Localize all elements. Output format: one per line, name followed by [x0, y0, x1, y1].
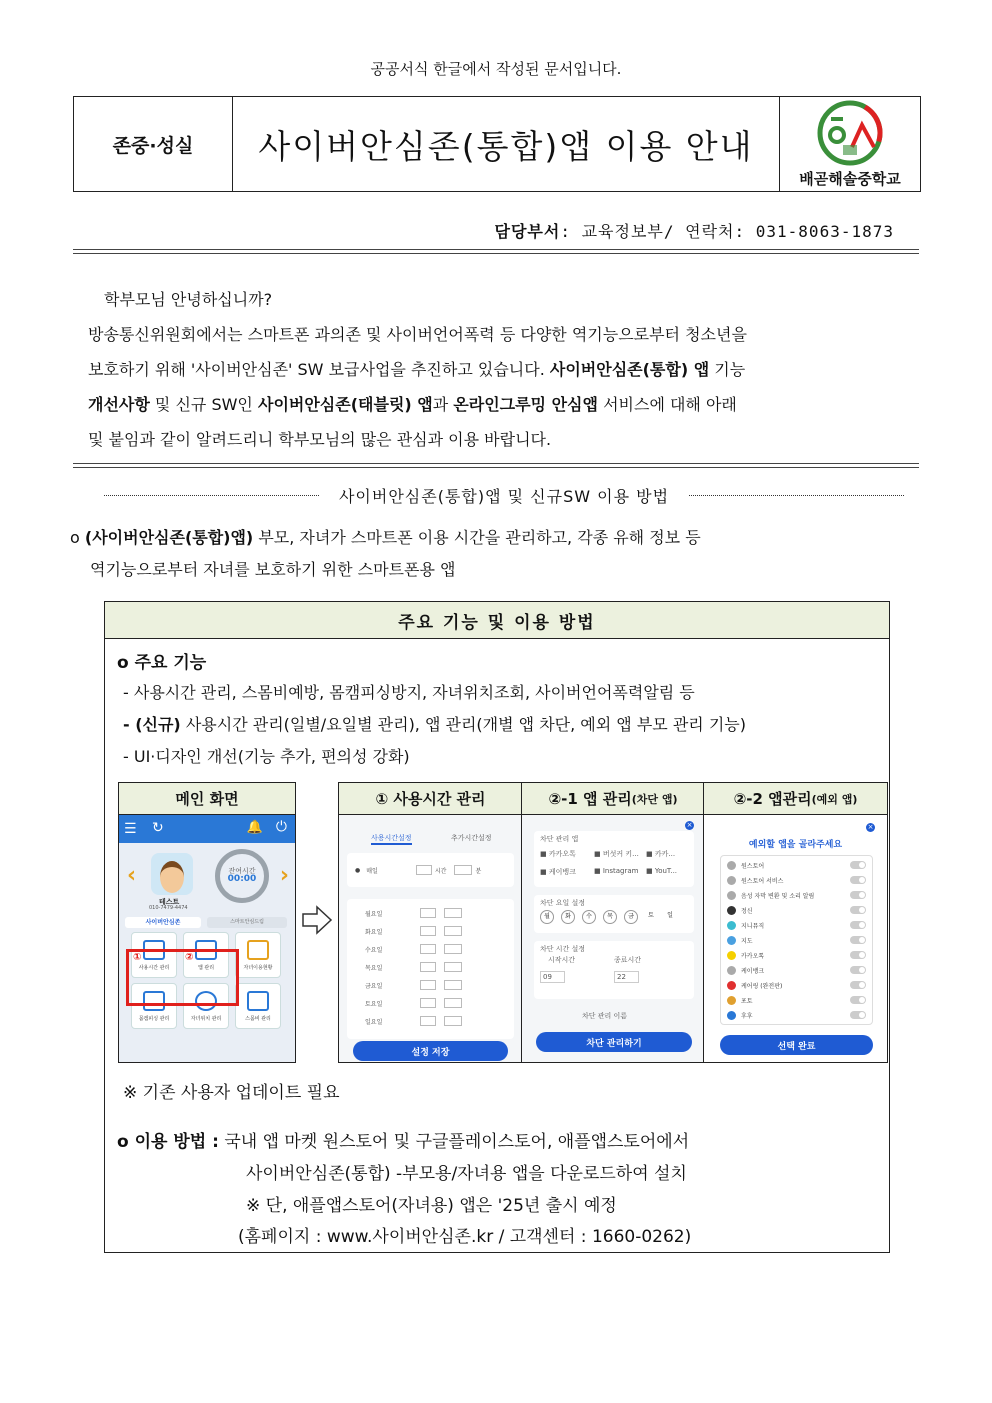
app-row — [727, 965, 866, 975]
app-item: ■ Instagram — [594, 867, 639, 875]
app-row — [727, 875, 866, 885]
tab-extra-time: 추가시간설정 — [451, 834, 492, 842]
day-label: 일요일 — [365, 1018, 383, 1026]
day-chips — [540, 910, 676, 924]
usage-line: ※ 단, 애플앱스토어(자녀용) 앱은 '25년 출시 예정 — [246, 1196, 617, 1216]
app-row — [727, 860, 866, 870]
app-label: 케이뱅크 — [548, 868, 576, 876]
toggle-switch — [850, 861, 866, 869]
day-chip: 토 — [648, 912, 654, 919]
app-item: ■ 버섯커 키... — [594, 850, 639, 858]
letter-line — [88, 317, 908, 352]
app-label: 케어링 (완전판) — [741, 982, 783, 990]
app-name: (사이버안심존(통합)앱) — [84, 528, 254, 547]
intro-paragraph — [70, 522, 930, 586]
update-note: ※ 기존 사용자 업데이트 필요 — [123, 1083, 340, 1103]
day-chip: 월 — [540, 910, 554, 924]
dept-value: : 교육정보부/ 연락처: 031-8063-1873 — [560, 222, 894, 241]
daily-label: 매일 — [366, 867, 378, 875]
weekday-card — [347, 899, 514, 1039]
dotted-rule — [104, 495, 319, 496]
header-sub: (예외 앱) — [811, 792, 858, 806]
greeting: 학부모님 안녕하십니까? — [104, 290, 273, 309]
app-label: 포토 — [741, 997, 753, 1005]
department-info — [495, 219, 895, 242]
mark-2: ② — [185, 952, 194, 963]
tile-label: 사용시간 관리 — [138, 965, 170, 971]
tile-label: 스몸비 관리 — [245, 1016, 271, 1022]
app-label: 카카오톡 — [741, 952, 765, 960]
text: 과 — [432, 395, 454, 414]
text: 사용시간 관리(일별/요일별 관리), 앱 관리(개별 앱 차단, 예외 앱 부모 관리 기능) — [180, 715, 746, 734]
daily-row: ● 매일 시간 분 — [355, 866, 482, 875]
block-apps-card — [534, 831, 694, 887]
app-item: ■ 카카오톡 — [540, 850, 576, 858]
app-label: 원스토어 — [741, 862, 765, 870]
tile-label: 자녀이용현황 — [243, 965, 273, 971]
tile-label: 자녀위치 관리 — [190, 1016, 222, 1022]
column-header — [522, 783, 704, 815]
notice-text: 공공서식 한글에서 작성된 문서입니다. — [370, 60, 622, 78]
dotted-rule — [689, 495, 904, 496]
unit: 분 — [475, 867, 482, 875]
phone-exception-screenshot — [704, 815, 887, 1062]
chevron-right-icon: › — [279, 863, 289, 888]
contact-line: (홈페이지 : www.사이버안심존.kr / 고객센터 : 1660-0262) — [238, 1227, 692, 1247]
app-label: 음성 자막 변환 및 소리 알림 — [741, 892, 815, 900]
section-heading — [104, 484, 904, 507]
app-label: 원스토어 서비스 — [741, 877, 784, 885]
document-header — [73, 96, 921, 192]
text: 보호하기 위해 '사이버안심존' SW 보급사업을 추진하고 있습니다. — [88, 360, 550, 379]
bullet: o — [70, 528, 80, 547]
feature-line: - UI·디자인 개선(기능 추가, 편의성 강화) — [123, 747, 410, 766]
dept-label: 담당부서 — [494, 222, 561, 241]
exception-title: 예외할 앱을 골라주세요 — [748, 840, 843, 850]
brand-tab: 스마트안심드림 — [207, 917, 287, 928]
end-label: 종료시간 — [614, 956, 642, 964]
text: 역기능으로부터 자녀를 보호하기 위한 스마트폰용 앱 — [90, 560, 456, 579]
day-row — [365, 925, 504, 937]
arrow-right-icon — [301, 905, 333, 935]
text: 기능 — [709, 360, 746, 379]
app-item: ■ YouT... — [646, 867, 678, 875]
app-row — [727, 995, 866, 1005]
block-days-card — [534, 895, 694, 933]
app-label: YouT... — [654, 867, 678, 875]
app-row — [727, 950, 866, 960]
text: 및 신규 SW인 — [149, 395, 258, 414]
day-label: 토요일 — [365, 1000, 383, 1008]
app-row — [727, 905, 866, 915]
bell-icon: 🔔 — [246, 820, 263, 835]
text: 서비스에 대해 아래 — [597, 395, 737, 414]
block-note: 차단 관리 이름 — [582, 1012, 628, 1020]
app-row — [727, 980, 866, 990]
toggle-switch — [850, 876, 866, 884]
day-row — [365, 1015, 504, 1027]
app-label: Instagram — [602, 867, 639, 875]
toggle-switch — [850, 996, 866, 1004]
school-emblem-icon — [780, 97, 920, 169]
toggle-switch — [850, 981, 866, 989]
app-label: 케이뱅크 — [741, 967, 765, 975]
text: 방송통신위원회에서는 스마트폰 과의존 및 사이버언어폭력 등 다양한 역기능으로부터 청소년을 — [88, 325, 747, 344]
app-exception-panel — [703, 782, 888, 1063]
document-title: 사이버안심존(통합)앱 이용 안내 — [233, 97, 780, 191]
day-row — [365, 907, 504, 919]
refresh-icon: ↻ — [152, 820, 164, 836]
daily-card — [347, 853, 514, 887]
toggle-switch — [850, 966, 866, 974]
day-label: 수요일 — [365, 946, 383, 954]
header-text: ②-1 앱 관리 — [548, 790, 632, 808]
feature-box-heading: 주요 기능 및 이용 방법 — [105, 602, 889, 639]
tile-label: 몸캠피싱 관리 — [138, 1016, 170, 1022]
remain-label: 잔여시간 — [228, 867, 256, 875]
app-block-panel — [521, 782, 705, 1063]
select-done-button: 선택 완료 — [720, 1035, 873, 1055]
bold-text: 사이버안심존(태블릿) 앱 — [257, 395, 433, 414]
day-chip: 수 — [582, 910, 596, 924]
feature-line — [123, 712, 746, 735]
end-value: 22 — [614, 971, 639, 983]
column-header: 메인 화면 — [119, 783, 295, 815]
usage-label: o 이용 방법 : — [117, 1132, 219, 1152]
usage-line — [117, 1127, 689, 1152]
app-row — [727, 890, 866, 900]
app-row — [727, 920, 866, 930]
tab-usage-setting: 사용시간설정 — [371, 833, 412, 845]
card-title: 차단 요일 설정 — [540, 899, 586, 907]
letter-line — [88, 352, 908, 387]
start-label: 시작시간 — [548, 956, 576, 964]
card-title: 차단 관리 앱 — [540, 835, 579, 843]
app-bar — [119, 815, 295, 843]
letter-body — [88, 282, 908, 457]
toggle-switch — [850, 921, 866, 929]
user-phone: 010-7479-4474 — [149, 905, 188, 911]
user-name: 테스트 — [159, 898, 180, 906]
usage-time-panel — [338, 782, 523, 1063]
exception-list — [720, 855, 873, 1025]
phone-main-screenshot — [119, 815, 295, 1062]
school-logo — [780, 97, 920, 191]
features-title: o 주요 기능 — [117, 653, 207, 673]
close-icon: × — [867, 823, 874, 831]
school-motto: 존중·성실 — [74, 97, 233, 191]
phone-block-screenshot — [522, 815, 704, 1062]
new-label: - (신규) — [123, 715, 181, 734]
app-label: 지니뮤직 — [741, 922, 765, 930]
header-text: ②-2 앱관리 — [733, 790, 812, 808]
app-label: 정신 — [741, 907, 753, 915]
letter-line — [88, 422, 908, 457]
text: 국내 앱 마켓 원스토어 및 구글플레이스토어, 애플앱스토어에서 — [218, 1132, 690, 1152]
app-row — [727, 1010, 866, 1020]
menu-icon: ☰ — [124, 821, 137, 837]
app-label: 카카오톡 — [548, 850, 576, 858]
highlight-box — [126, 949, 239, 1006]
chevron-left-icon: ‹ — [127, 863, 137, 888]
bold-text: 사이버안심존(통합) 앱 — [549, 360, 710, 379]
app-label: 후후 — [741, 1012, 753, 1020]
column-header: ① 사용시간 관리 — [339, 783, 522, 815]
toggle-switch — [850, 951, 866, 959]
toggle-switch — [850, 936, 866, 944]
divider — [73, 463, 919, 468]
text: 부모, 자녀가 스마트폰 이용 시간을 관리하고, 각종 유해 정보 등 — [253, 528, 701, 547]
column-header — [704, 783, 887, 815]
avatar — [151, 853, 193, 895]
day-chip: 화 — [561, 910, 575, 924]
day-row — [365, 943, 504, 955]
school-name: 배곧해솔중학교 — [799, 170, 901, 188]
app-label: 카카... — [654, 850, 676, 858]
unit: 시간 — [434, 867, 447, 875]
text: 및 붙임과 같이 알려드리니 학부모님의 많은 관심과 이용 바랍니다. — [88, 430, 552, 449]
usage-line: 사이버안심존(통합) -부모용/자녀용 앱을 다운로드하여 설치 — [246, 1164, 687, 1184]
phone-usage-screenshot — [339, 815, 522, 1062]
close-icon: × — [686, 821, 693, 829]
remain-value: 00:00 — [227, 874, 257, 884]
card-title: 차단 시간 설정 — [540, 945, 586, 953]
app-row — [727, 935, 866, 945]
letter-line — [88, 387, 908, 422]
bold-text: 온라인그루밍 안심앱 — [453, 395, 598, 414]
tile-child-usage — [235, 932, 281, 978]
day-label: 월요일 — [365, 910, 383, 918]
app-item: ■ 카카... — [646, 850, 676, 858]
divider — [73, 249, 919, 254]
day-row — [365, 997, 504, 1009]
bold-text: 개선사항 — [88, 395, 150, 414]
tile-label: 앱 관리 — [197, 965, 215, 971]
feature-line: - 사용시간 관리, 스몸비예방, 몸캠피싱방지, 자녀위치조회, 사이버언어폭력알림 등 — [123, 683, 695, 702]
day-label: 화요일 — [365, 928, 383, 936]
app-label: 버섯커 키... — [602, 850, 639, 858]
start-value: 09 — [540, 971, 565, 983]
feature-box — [104, 601, 890, 1253]
brand-tab: 사이버안심존 — [125, 917, 201, 928]
app-label: 지도 — [741, 937, 753, 945]
main-screen-panel — [118, 782, 296, 1063]
app-item: ■ 케이뱅크 — [540, 868, 576, 876]
day-row — [365, 979, 504, 991]
day-chip: 금 — [624, 910, 638, 924]
block-manage-button: 차단 관리하기 — [536, 1032, 692, 1052]
block-time-card — [534, 941, 694, 999]
toggle-switch — [850, 1011, 866, 1019]
day-chip: 목 — [603, 910, 617, 924]
mark-1: ① — [133, 952, 142, 963]
toggle-switch — [850, 906, 866, 914]
toggle-switch — [850, 891, 866, 899]
day-label: 목요일 — [365, 964, 383, 972]
save-button: 설정 저장 — [353, 1041, 508, 1061]
day-label: 금요일 — [365, 982, 383, 990]
section-title: 사이버안심존(통합)앱 및 신규SW 이용 방법 — [338, 487, 670, 506]
day-chip: 일 — [667, 912, 673, 919]
power-icon: ⏻ — [275, 819, 287, 835]
remaining-time-dial — [215, 849, 269, 903]
day-row — [365, 961, 504, 973]
tile-smombie — [235, 983, 281, 1029]
header-sub: (차단 앱) — [631, 792, 678, 806]
